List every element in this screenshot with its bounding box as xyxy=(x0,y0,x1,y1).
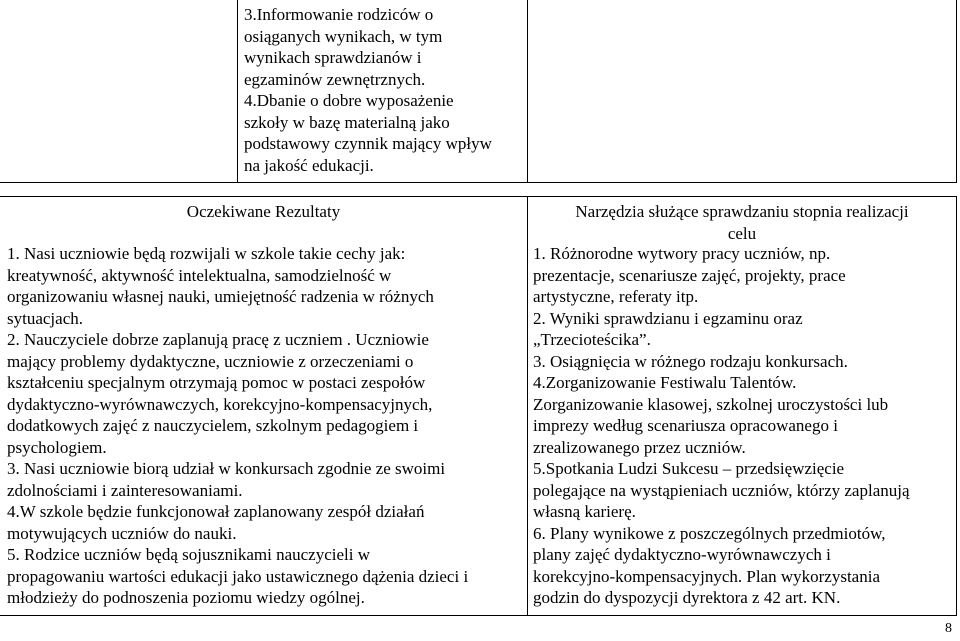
text-line: godzin do dyspozycji dyrektora z 42 art. KN. xyxy=(533,588,841,607)
text-line: plany zajęć dydaktyczno-wyrównawczych i xyxy=(533,545,831,564)
text-line: 3. Nasi uczniowie biorą udział w konkursach zgodnie ze swoimi xyxy=(7,459,446,478)
text-line: 5.Spotkania Ludzi Sukcesu – przedsięwzięcie xyxy=(533,459,845,478)
text-line: 2. Nauczyciele dobrze zaplanują pracę z uczniem . Uczniowie xyxy=(7,330,429,349)
text-line: 1. Różnorodne wytwory pracy uczniów, np. xyxy=(533,244,831,263)
top-table-bottom-border xyxy=(0,182,957,183)
results-table-column-divider xyxy=(527,196,528,616)
results-table-bottom-border xyxy=(0,615,957,616)
text-line: „Trzecioteścika”. xyxy=(533,330,651,349)
text-line: na jakość edukacji. xyxy=(244,155,374,175)
verification-tools-heading xyxy=(528,201,956,244)
text-line: własną karierę. xyxy=(533,502,636,521)
text-line: organizowaniu własnej nauki, umiejętność radzenia w różnych xyxy=(7,287,434,306)
top-table-right-divider xyxy=(527,0,528,183)
expected-results-heading: Oczekiwane Rezultaty xyxy=(186,202,341,221)
text-line: 5. Rodzice uczniów będą sojusznikami nauczycieli w xyxy=(7,545,371,564)
text-line: młodzieży do podnoszenia poziomu wiedzy ogólnej. xyxy=(7,588,365,607)
text-line: 2. Wyniki sprawdzianu i egzaminu oraz xyxy=(533,308,803,328)
top-table-outer-right-border xyxy=(956,0,957,183)
heading-line: celu xyxy=(727,223,757,243)
heading-line: Narzędzia służące sprawdzaniu stopnia realizacji xyxy=(575,202,909,221)
text-line: Zorganizowanie klasowej, szkolnej uroczystości lub xyxy=(533,394,889,414)
results-table-right-border xyxy=(956,196,957,616)
text-line: prezentacje, scenariusze zajęć, projekty, prace xyxy=(533,265,846,285)
text-line: egzaminów zewnętrznych. xyxy=(244,69,426,89)
expected-results-content xyxy=(7,243,468,609)
text-line: zrealizowanego przez uczniów. xyxy=(533,437,746,457)
text-line: sytuacjach. xyxy=(7,308,83,328)
text-line: motywujących uczniów do nauki. xyxy=(7,523,237,543)
top-middle-cell xyxy=(244,4,492,176)
text-line: mający problemy dydaktyczne, uczniowie z orzeczeniami o xyxy=(7,351,414,371)
text-line: osiąganych wynikach, w tym xyxy=(244,26,443,46)
results-table-top-border xyxy=(0,196,957,197)
text-line: korekcyjno-kompensacyjnych. Plan wykorzystania xyxy=(533,566,880,586)
text-line: zdolnościami i zainteresowaniami. xyxy=(7,480,243,500)
text-line: imprezy według scenariusza opracowanego i xyxy=(533,416,838,435)
text-line: szkoły w bazę materialną jako xyxy=(244,112,450,132)
text-line: kształceniu specjalnym otrzymają pomoc w postaci zespołów xyxy=(7,373,426,392)
text-line: dodatkowych zajęć z nauczycielem, szkolnym pedagogiem i xyxy=(7,416,419,435)
text-line: 4.Zorganizowanie Festiwalu Talentów. xyxy=(533,373,797,392)
text-line: 4.W szkole będzie funkcjonował zaplanowany zespół działań xyxy=(7,502,425,521)
text-line: kreatywność, aktywność intelektualna, samodzielność w xyxy=(7,265,392,285)
text-line: propagowaniu wartości edukacji jako ustawicznego dążenia dzieci i xyxy=(7,566,469,586)
text-line: 6. Plany wynikowe z poszczególnych przedmiotów, xyxy=(533,523,886,543)
text-line: polegające na wystąpieniach uczniów, którzy zaplanują xyxy=(533,480,910,500)
top-table-left-divider xyxy=(237,0,238,183)
text-line: psychologiem. xyxy=(7,437,107,457)
text-line: dydaktyczno-wyrównawczych, korekcyjno-kompensacyjnych, xyxy=(7,394,433,414)
text-line: podstawowy czynnik mający wpływ xyxy=(244,134,492,153)
text-line: wynikach sprawdzianów i xyxy=(244,48,422,67)
text-line: 1. Nasi uczniowie będą rozwijali w szkole takie cechy jak: xyxy=(7,244,406,263)
text-line: 3.Informowanie rodziców o xyxy=(244,5,434,24)
page-number: 8 xyxy=(945,621,952,636)
text-line: artystyczne, referaty itp. xyxy=(533,287,699,306)
verification-tools-content xyxy=(533,243,910,609)
text-line: 3. Osiągnięcia w różnego rodzaju konkursach. xyxy=(533,351,848,371)
text-line: 4.Dbanie o dobre wyposażenie xyxy=(244,91,454,110)
